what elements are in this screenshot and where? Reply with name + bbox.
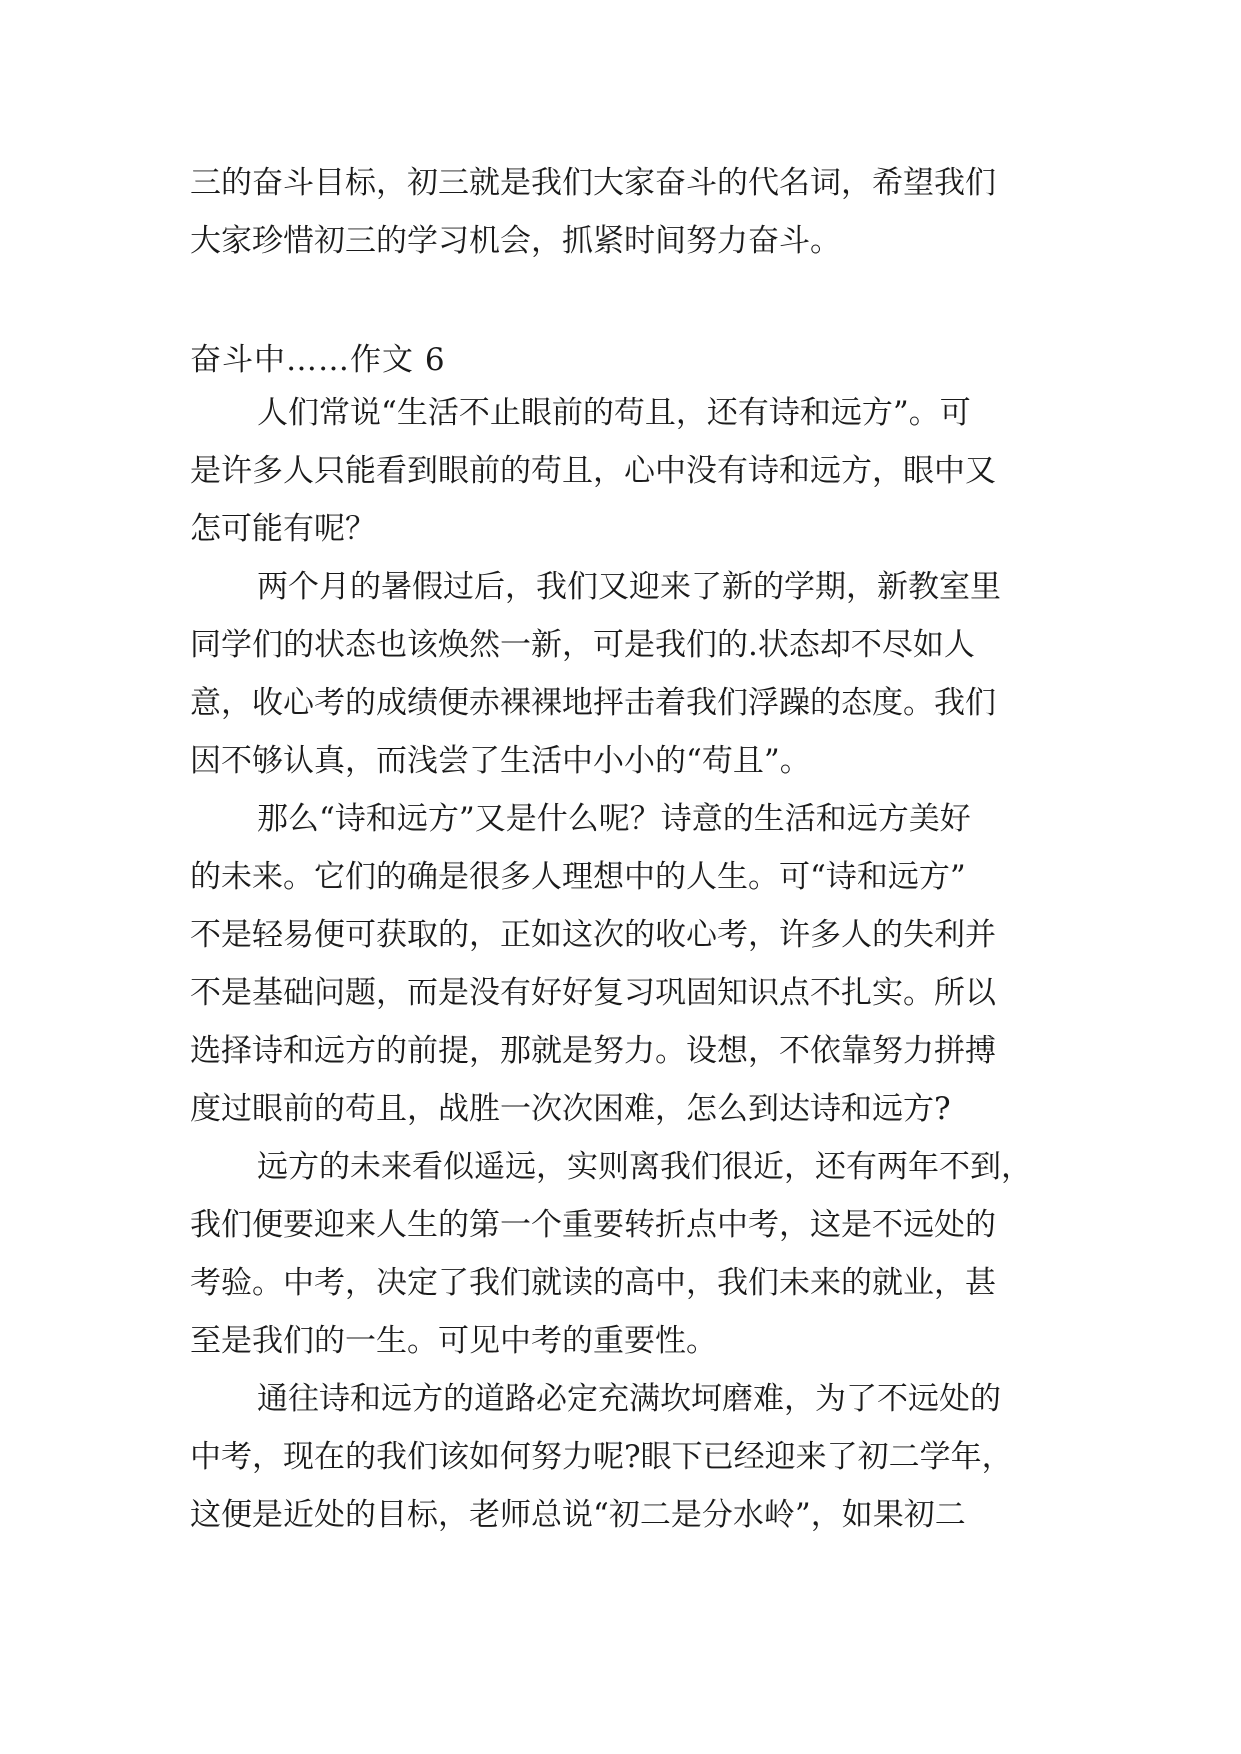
paragraph-line: 不是轻易便可获取的，正如这次的收心考，许多人的失利并 bbox=[190, 917, 996, 953]
paragraph-line: 怎可能有呢？ bbox=[190, 511, 376, 547]
paragraph-line: 中考，现在的我们该如何努力呢?眼下已经迎来了初二学年， bbox=[190, 1439, 1013, 1475]
paragraph-line: 这便是近处的目标，老师总说“初二是分水岭”，如果初二 bbox=[190, 1497, 966, 1533]
paragraph-line: 的未来。它们的确是很多人理想中的人生。可“诗和远方” bbox=[190, 859, 966, 895]
paragraph-line: 同学们的状态也该焕然一新，可是我们的.状态却不尽如人 bbox=[190, 627, 975, 663]
paragraph-line: 选择诗和远方的前提，那就是努力。设想，不依靠努力拼搏 bbox=[190, 1033, 996, 1069]
paragraph-line: 两个月的暑假过后，我们又迎来了新的学期，新教室里 bbox=[257, 569, 1001, 605]
paragraph-line: 至是我们的一生。可见中考的重要性。 bbox=[190, 1323, 717, 1359]
paragraph-line: 是许多人只能看到眼前的苟且，心中没有诗和远方，眼中又 bbox=[190, 453, 996, 489]
intro-line: 三的奋斗目标，初三就是我们大家奋斗的代名词，希望我们 bbox=[190, 165, 996, 201]
paragraph-line: 因不够认真，而浅尝了生活中小小的“苟且”。 bbox=[190, 743, 811, 779]
paragraph-line: 通往诗和远方的道路必定充满坎坷磨难，为了不远处的 bbox=[257, 1381, 1001, 1417]
paragraph-line: 意，收心考的成绩便赤裸裸地抨击着我们浮躁的态度。我们 bbox=[190, 685, 996, 721]
paragraph-line: 远方的未来看似遥远，实则离我们很近，还有两年不到， bbox=[257, 1149, 1032, 1185]
paragraph-line: 那么“诗和远方”又是什么呢？诗意的生活和远方美好 bbox=[257, 801, 971, 837]
paragraph-line: 我们便要迎来人生的第一个重要转折点中考，这是不远处的 bbox=[190, 1207, 996, 1243]
paragraph-line: 考验。中考，决定了我们就读的高中，我们未来的就业，甚 bbox=[190, 1265, 996, 1301]
paragraph-line: 人们常说“生活不止眼前的苟且，还有诗和远方”。可 bbox=[257, 395, 971, 431]
intro-line: 大家珍惜初三的学习机会，抓紧时间努力奋斗。 bbox=[190, 223, 841, 259]
paragraph-line: 不是基础问题，而是没有好好复习巩固知识点不扎实。所以 bbox=[190, 975, 996, 1011]
paragraph-line: 度过眼前的苟且，战胜一次次困难，怎么到达诗和远方? bbox=[190, 1091, 951, 1127]
section-title: 奋斗中……作文 6 bbox=[190, 342, 446, 378]
